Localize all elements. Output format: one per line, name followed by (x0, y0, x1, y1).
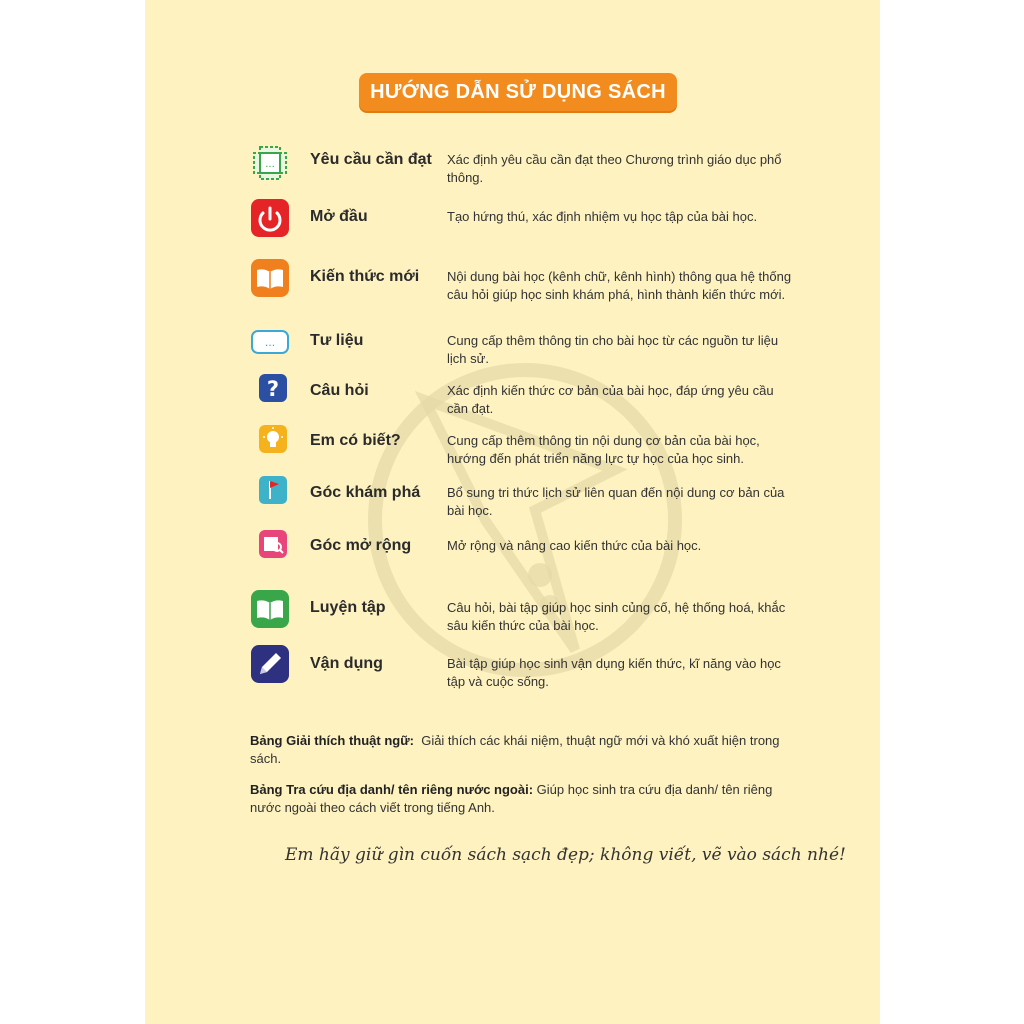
note-text: Giúp học sinh tra cứu địa danh/ tên riêng nước ngoài theo cách viết trong tiếng Anh. (250, 782, 773, 815)
item-description: Mở rộng và nâng cao kiến thức của bài học. (447, 538, 702, 553)
item-description: Cung cấp thêm thông tin cho bài học từ các nguồn tư liệu lịch sử. (447, 333, 779, 366)
pencil-icon (250, 644, 290, 684)
item-description: Xác định yêu cầu cần đạt theo Chương trình giáo dục phổ thông. (447, 152, 782, 185)
search-book-icon (258, 529, 288, 559)
lightbulb-icon (258, 424, 288, 454)
item-description: Cung cấp thêm thông tin nội dung cơ bản của bài học, hướng đến phát triển năng lực tự học của học sinh. (447, 433, 760, 466)
item-label: Kiến thức mới (310, 268, 420, 285)
item-label: Câu hỏi (310, 382, 369, 399)
item-label: Tư liệu (310, 332, 364, 349)
note-term: Bảng Tra cứu địa danh/ tên riêng nước ngoài: (250, 782, 534, 797)
svg-text:...: ... (265, 159, 275, 170)
power-icon (250, 198, 290, 238)
note-term: Bảng Giải thích thuật ngữ: (250, 733, 414, 748)
book-page (145, 0, 880, 1024)
item-label: Vận dụng (310, 655, 383, 672)
note-text: Giải thích các khái niệm, thuật ngữ mới và khó xuất hiện trong sách. (250, 733, 780, 766)
note-glossary (250, 732, 795, 768)
item-description: Bổ sung tri thức lịch sử liên quan đến nội dung cơ bản của bài học. (447, 485, 785, 518)
target-dots-icon (250, 143, 290, 183)
item-label: Em có biết? (310, 432, 401, 449)
page-title: HƯỚNG DẪN SỬ DỤNG SÁCH (359, 73, 677, 111)
item-label: Yêu cầu cần đạt (310, 151, 432, 168)
item-description: Bài tập giúp học sinh vận dụng kiến thức, kĩ năng vào học tập và cuộc sống. (447, 656, 781, 689)
note-place-names (250, 781, 795, 817)
item-description: Xác định kiến thức cơ bản của bài học, đáp ứng yêu cầu cần đạt. (447, 383, 774, 416)
book-icon (250, 589, 290, 629)
item-label: Góc mở rộng (310, 537, 412, 554)
footer-message: Em hãy giữ gìn cuốn sách sạch đẹp; không viết, vẽ vào sách nhé! (285, 845, 846, 865)
item-description: Nội dung bài học (kênh chữ, kênh hình) thông qua hệ thống câu hỏi giúp học sinh khám phá, hình thành kiến thức mới. (447, 269, 792, 302)
item-label: Góc khám phá (310, 484, 421, 501)
item-label: Luyện tập (310, 599, 386, 616)
ellipsis-box-icon (250, 323, 290, 363)
open-book-icon (250, 258, 290, 298)
flag-icon (258, 475, 288, 505)
svg-text:?: ? (266, 377, 280, 401)
item-description: Câu hỏi, bài tập giúp học sinh củng cố, hệ thống hoá, khắc sâu kiến thức của bài học. (447, 600, 786, 633)
item-description: Tạo hứng thú, xác định nhiệm vụ học tập của bài học. (447, 209, 758, 224)
question-icon (258, 373, 288, 403)
item-label: Mở đầu (310, 208, 368, 225)
svg-text:...: ... (264, 336, 276, 349)
